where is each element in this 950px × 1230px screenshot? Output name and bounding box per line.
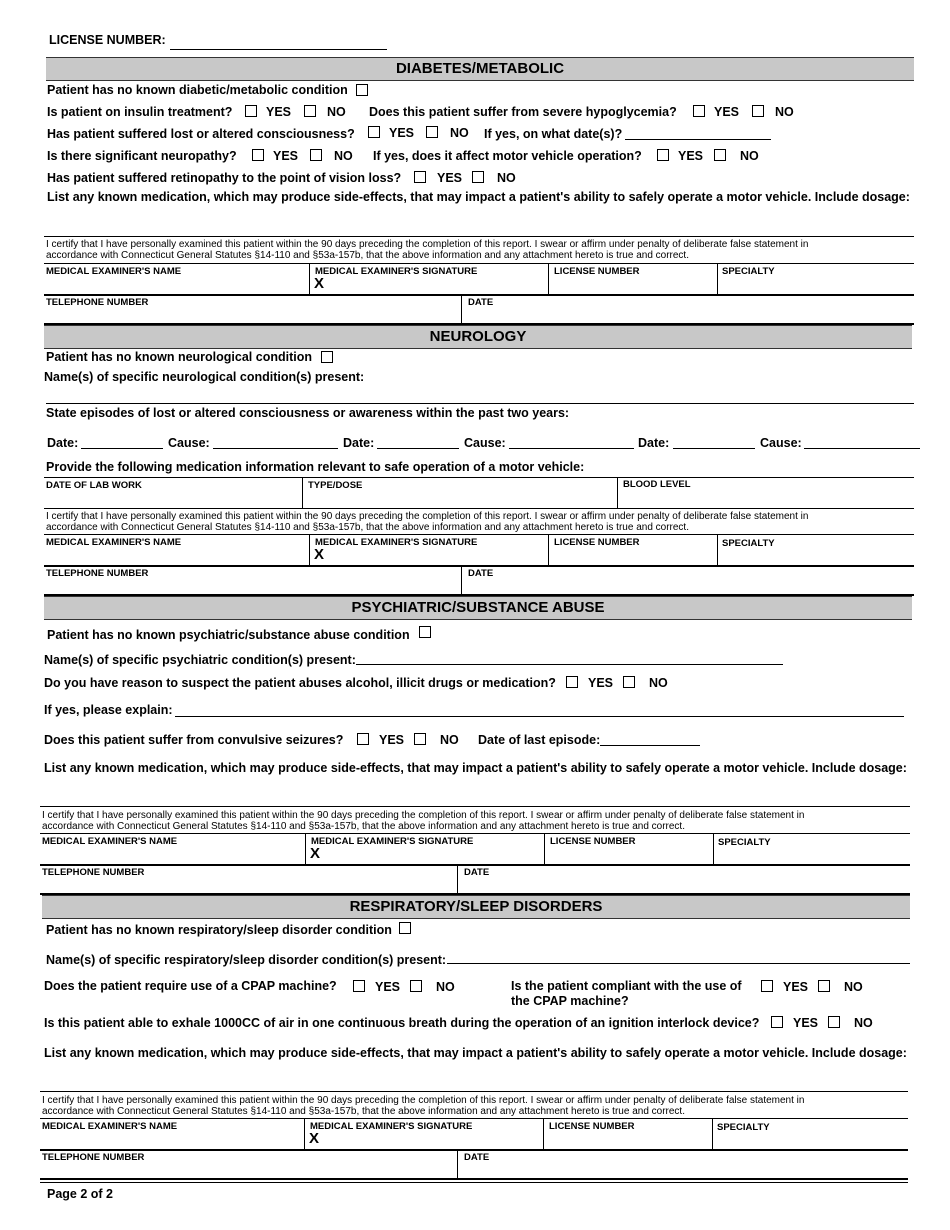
date-label: DATE [464,867,490,878]
examiner-signature-label: MEDICAL EXAMINER'S SIGNATURE [315,537,478,548]
date-label: DATE [468,568,494,579]
neurology-section-header: NEUROLOGY [44,325,912,349]
license-number-field-label: LICENSE NUMBER [550,836,636,847]
neuropathy-yes-checkbox[interactable] [252,149,264,161]
certification-line-2: accordance with Connecticut General Statutes §14-110 and §53a-157b, that the above information and any attachment hereto is true and correct. [46,522,689,533]
episode-cause-label: Cause: [168,436,210,450]
no-label: NO [775,105,794,119]
signature-x-mark[interactable]: X [309,1130,320,1147]
exhale-no-checkbox[interactable] [828,1016,840,1028]
episode-cause-input[interactable] [213,448,338,449]
telephone-label: TELEPHONE NUMBER [42,1152,145,1163]
exhale-yes-checkbox[interactable] [771,1016,783,1028]
certification-line-1: I certify that I have personally examined this patient within the 90 days preceding the completion of this report. I swear or affirm under penalty of deliberate false statement in [42,810,805,821]
no-label: NO [327,105,346,119]
cpap-compliant-question-line2: the CPAP machine? [511,994,629,1008]
type-dose-label: TYPE/DOSE [308,480,363,491]
neuropathy-question: Is there significant neuropathy? [47,149,237,163]
examiner-name-label: MEDICAL EXAMINER'S NAME [42,836,178,847]
psych-no-condition-checkbox[interactable] [419,626,431,638]
no-label: NO [740,149,759,163]
certification-line-1: I certify that I have personally examined this patient within the 90 days preceding the completion of this report. I swear or affirm under penalty of deliberate false statement in [46,239,809,250]
episode-date-input[interactable] [377,448,459,449]
cpap-no-checkbox[interactable] [410,980,422,992]
lab-work-date-label: DATE OF LAB WORK [46,480,142,491]
explain-label: If yes, please explain: [44,703,173,717]
specialty-label: SPECIALTY [722,266,775,277]
examiner-signature-label: MEDICAL EXAMINER'S SIGNATURE [311,836,474,847]
episodes-label: State episodes of lost or altered consciousness or awareness within the past two years: [46,406,570,420]
resp-no-condition-label: Patient has no known respiratory/sleep disorder condition [46,923,392,937]
abuse-question: Do you have reason to suspect the patient abuses alcohol, illicit drugs or medication? [44,676,556,690]
specialty-label: SPECIALTY [717,1122,770,1133]
license-number-label: LICENSE NUMBER: [49,33,166,47]
cpap-yes-checkbox[interactable] [353,980,365,992]
certification-text [42,1095,908,1117]
diabetes-no-condition-label: Patient has no known diabetic/metabolic condition [47,83,348,97]
examiner-name-label: MEDICAL EXAMINER'S NAME [46,266,182,277]
license-number-field-label: LICENSE NUMBER [549,1121,635,1132]
certification-text [42,810,908,832]
episode-date-label: Date: [638,436,670,450]
episode-date-input[interactable] [81,448,163,449]
consciousness-dates-label: If yes, on what date(s)? [484,127,623,141]
episode-date-input[interactable] [673,448,755,449]
seizures-no-checkbox[interactable] [414,733,426,745]
psych-section-header: PSYCHIATRIC/SUBSTANCE ABUSE [44,596,912,620]
telephone-label: TELEPHONE NUMBER [42,867,145,878]
no-label: NO [497,171,516,185]
cert-top-rule [40,806,910,807]
no-label: NO [436,980,455,994]
license-number-input[interactable] [170,49,387,50]
exhale-question: Is this patient able to exhale 1000CC of air in one continuous breath during the operation of an ignition interlock device? [44,1016,760,1030]
page-number: Page 2 of 2 [47,1187,113,1201]
episode-cause-input[interactable] [804,448,920,449]
med-info-label: Provide the following medication information relevant to safe operation of a motor vehicle: [46,460,585,474]
certification-line-1: I certify that I have personally examined this patient within the 90 days preceding the completion of this report. I swear or affirm under penalty of deliberate false statement in [46,511,809,522]
hypoglycemia-no-checkbox[interactable] [752,105,764,117]
signature-x-mark[interactable]: X [310,845,321,862]
certification-text [46,239,912,261]
neurology-no-condition-checkbox[interactable] [321,351,333,363]
specialty-label: SPECIALTY [718,837,771,848]
signature-x-mark[interactable]: X [314,275,325,292]
seizures-yes-checkbox[interactable] [357,733,369,745]
insulin-question: Is patient on insulin treatment? [47,105,233,119]
resp-section-header: RESPIRATORY/SLEEP DISORDERS [42,895,910,919]
certification-line-2: accordance with Connecticut General Statutes §14-110 and §53a-157b, that the above information and any attachment hereto is true and correct. [42,1106,685,1117]
cert-top-rule [40,1091,908,1092]
blood-level-label: BLOOD LEVEL [623,479,691,490]
telephone-label: TELEPHONE NUMBER [46,568,149,579]
examiner-name-label: MEDICAL EXAMINER'S NAME [46,537,182,548]
neuropathy-no-checkbox[interactable] [310,149,322,161]
date-label: DATE [468,297,494,308]
psych-medication-label: List any known medication, which may produce side-effects, that may impact a patient's ability to safely operate a motor vehicle. Include dosage: [44,761,907,775]
yes-label: YES [588,676,614,690]
resp-names-label: Name(s) of specific respiratory/sleep disorder condition(s) present: [46,953,447,967]
neuropathy-vehicle-question: If yes, does it affect motor vehicle operation? [373,149,642,163]
no-label: NO [334,149,353,163]
psych-no-condition-label: Patient has no known psychiatric/substance abuse condition [47,628,410,642]
yes-label: YES [379,733,405,747]
seizures-question: Does this patient suffer from convulsive seizures? [44,733,344,747]
hypoglycemia-question: Does this patient suffer from severe hypoglycemia? [369,105,677,119]
insulin-yes-checkbox[interactable] [245,105,257,117]
retinopathy-no-checkbox[interactable] [472,171,484,183]
neuropathy-vehicle-no-checkbox[interactable] [714,149,726,161]
diabetes-section-header: DIABETES/METABOLIC [46,57,914,81]
specialty-label: SPECIALTY [722,538,775,549]
yes-label: YES [389,126,415,140]
certification-line-2: accordance with Connecticut General Statutes §14-110 and §53a-157b, that the above information and any attachment hereto is true and correct. [46,250,689,261]
examiner-signature-label: MEDICAL EXAMINER'S SIGNATURE [310,1121,473,1132]
certification-line-1: I certify that I have personally examined this patient within the 90 days preceding the completion of this report. I swear or affirm under penalty of deliberate false statement in [42,1095,805,1106]
last-episode-input[interactable] [600,745,700,746]
episode-cause-input[interactable] [509,448,634,449]
no-label: NO [450,126,469,140]
examiner-signature-label: MEDICAL EXAMINER'S SIGNATURE [315,266,478,277]
neurology-names-input[interactable] [46,403,914,404]
resp-names-input[interactable] [447,963,910,964]
consciousness-dates-input[interactable] [625,139,771,140]
yes-label: YES [714,105,740,119]
no-label: NO [649,676,668,690]
episode-date-label: Date: [47,436,79,450]
cpap-compliant-yes-checkbox[interactable] [761,980,773,992]
certification-line-2: accordance with Connecticut General Statutes §14-110 and §53a-157b, that the above information and any attachment hereto is true and correct. [42,821,685,832]
insulin-no-checkbox[interactable] [304,105,316,117]
yes-label: YES [437,171,463,185]
cert-top-rule [44,508,914,509]
cpap-compliant-question-line1: Is the patient compliant with the use of [511,979,742,993]
signature-x-mark[interactable]: X [314,546,325,563]
neuropathy-vehicle-yes-checkbox[interactable] [657,149,669,161]
consciousness-no-checkbox[interactable] [426,126,438,138]
cpap-compliant-no-checkbox[interactable] [818,980,830,992]
neurology-names-label: Name(s) of specific neurological condition(s) present: [44,370,365,384]
retinopathy-question: Has patient suffered retinopathy to the point of vision loss? [47,171,402,185]
explain-input[interactable] [175,716,904,717]
last-episode-label: Date of last episode: [478,733,601,747]
telephone-label: TELEPHONE NUMBER [46,297,149,308]
yes-label: YES [678,149,704,163]
consciousness-question: Has patient suffered lost or altered consciousness? [47,127,355,141]
diabetes-medication-label: List any known medication, which may produce side-effects, that may impact a patient's ability to safely operate a motor vehicle. Include dosage: [47,190,910,204]
license-number-field-label: LICENSE NUMBER [554,537,640,548]
yes-label: YES [375,980,401,994]
episode-cause-label: Cause: [760,436,802,450]
psych-names-label: Name(s) of specific psychiatric condition(s) present: [44,653,356,667]
neurology-no-condition-label: Patient has no known neurological condition [46,350,312,364]
consciousness-yes-checkbox[interactable] [368,126,380,138]
no-label: NO [844,980,863,994]
date-label: DATE [464,1152,490,1163]
yes-label: YES [266,105,292,119]
retinopathy-yes-checkbox[interactable] [414,171,426,183]
abuse-yes-checkbox[interactable] [566,676,578,688]
diabetes-no-condition-checkbox[interactable] [356,84,368,96]
abuse-no-checkbox[interactable] [623,676,635,688]
resp-medication-label: List any known medication, which may produce side-effects, that may impact a patient's ability to safely operate a motor vehicle. Include dosage: [44,1046,907,1060]
hypoglycemia-yes-checkbox[interactable] [693,105,705,117]
yes-label: YES [793,1016,819,1030]
license-number-field-label: LICENSE NUMBER [554,266,640,277]
examiner-name-label: MEDICAL EXAMINER'S NAME [42,1121,178,1132]
no-label: NO [440,733,459,747]
yes-label: YES [783,980,809,994]
psych-names-input[interactable] [356,664,783,665]
certification-text [46,511,912,533]
resp-no-condition-checkbox[interactable] [399,922,411,934]
cpap-question: Does the patient require use of a CPAP machine? [44,979,337,993]
episode-date-label: Date: [343,436,375,450]
no-label: NO [854,1016,873,1030]
episode-cause-label: Cause: [464,436,506,450]
yes-label: YES [273,149,299,163]
cert-top-rule [44,236,914,237]
